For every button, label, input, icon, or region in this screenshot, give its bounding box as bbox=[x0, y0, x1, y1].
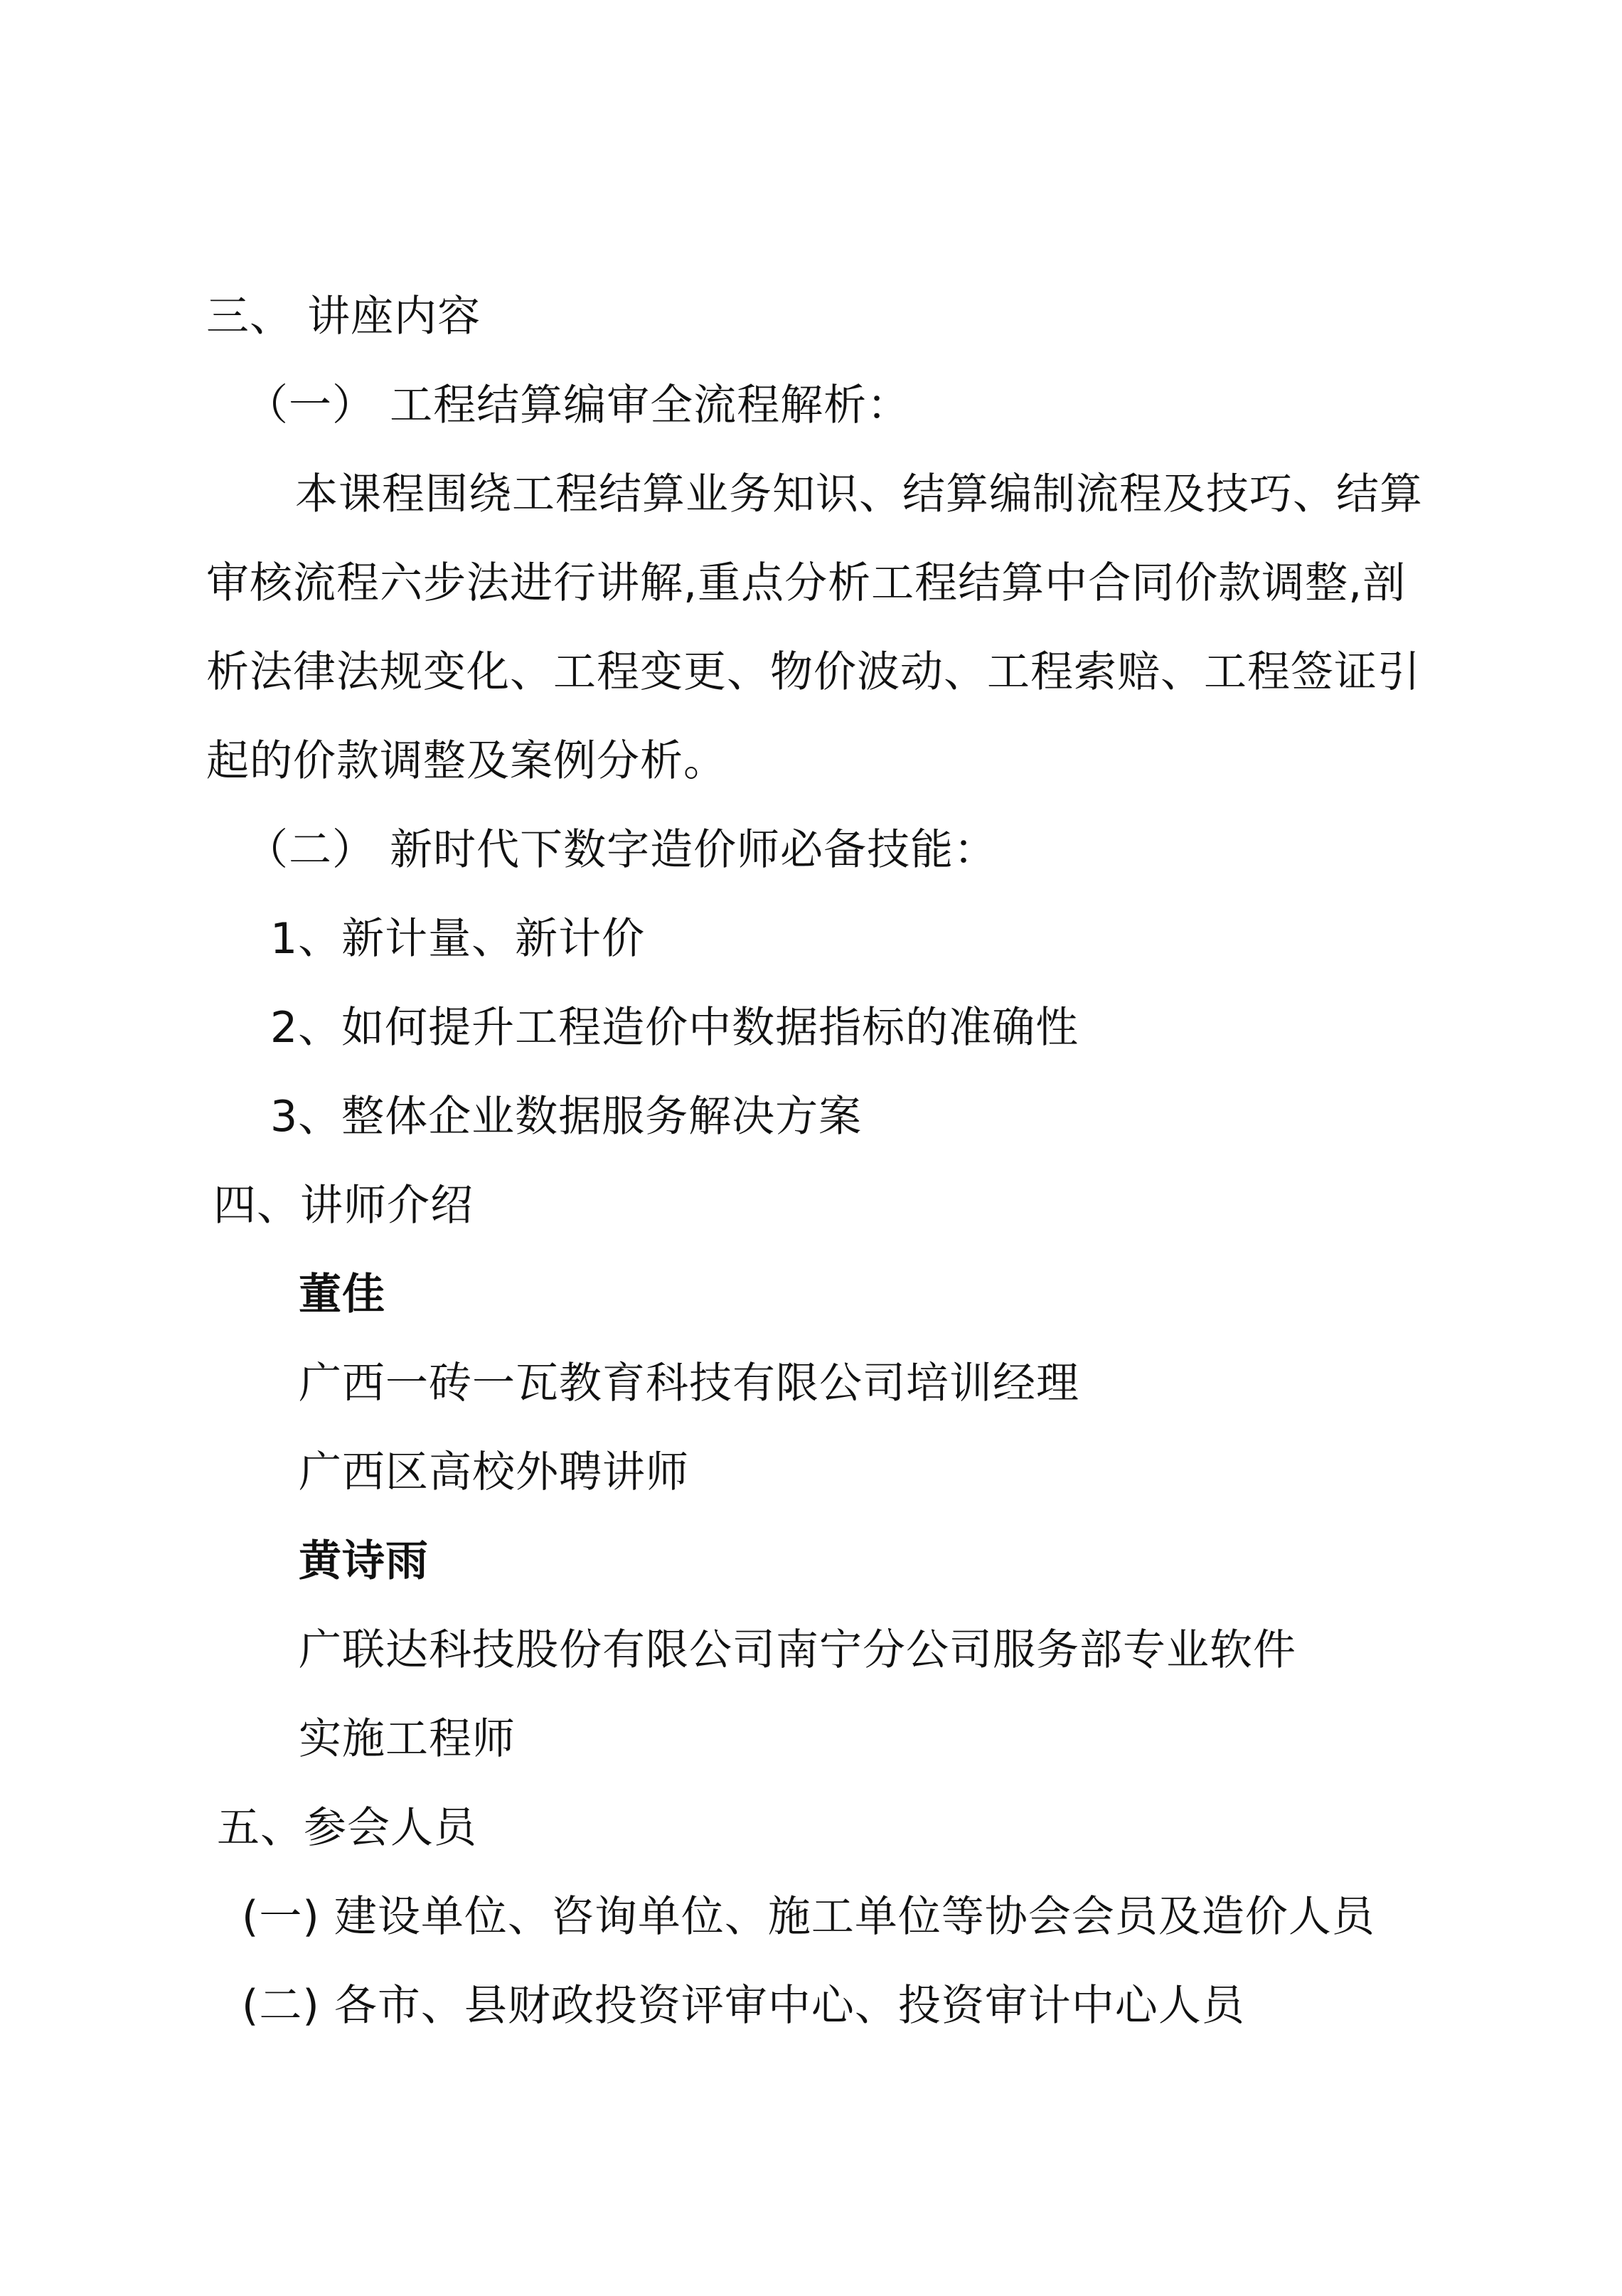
section-5-item-2: (二) 各市、县财政投资评审中心、投资审计中心人员 bbox=[242, 1981, 1245, 2031]
section-3-sub1-para-line-2: 审核流程六步法进行讲解,重点分析工程结算中合同价款调整,剖 bbox=[206, 558, 1407, 608]
section-3-sub2-item-3: 3、整体企业数据服务解决方案 bbox=[270, 1092, 863, 1142]
lecturer-1-name: 董佳 bbox=[299, 1270, 385, 1319]
section-4-heading: 四、讲师介绍 bbox=[213, 1181, 474, 1231]
section-3-sub2-title: （二） 新时代下数字造价师必备技能： bbox=[245, 825, 998, 875]
section-3-sub1-para-line-3: 析法律法规变化、工程变更、物价波动、工程索赔、工程签证引 bbox=[206, 647, 1421, 697]
lecturer-2-line-1: 广联达科技股份有限公司南宁分公司服务部专业软件 bbox=[299, 1625, 1296, 1675]
section-3-heading: 三、 讲座内容 bbox=[206, 292, 481, 341]
section-5-heading: 五、参会人员 bbox=[217, 1803, 477, 1853]
section-3-sub2-item-2: 2、如何提升工程造价中数据指标的准确性 bbox=[270, 1003, 1079, 1053]
section-3-sub1-para-line-4: 起的价款调整及案例分析。 bbox=[206, 736, 727, 786]
section-5-item-1: (一) 建设单位、咨询单位、施工单位等协会会员及造价人员 bbox=[242, 1892, 1375, 1942]
section-3-sub2-item-1: 1、新计量、新计价 bbox=[270, 914, 646, 964]
lecturer-2-line-2: 实施工程师 bbox=[299, 1714, 516, 1764]
lecturer-1-line-2: 广西区高校外聘讲师 bbox=[299, 1447, 689, 1497]
lecturer-1-line-1: 广西一砖一瓦教育科技有限公司培训经理 bbox=[299, 1359, 1079, 1408]
section-3-sub1-title: （一） 工程结算编审全流程解析： bbox=[245, 381, 911, 430]
lecturer-2-name: 黄诗雨 bbox=[299, 1536, 429, 1586]
section-3-sub1-para-line-1: 本课程围绕工程结算业务知识、结算编制流程及技巧、结算 bbox=[295, 469, 1423, 519]
